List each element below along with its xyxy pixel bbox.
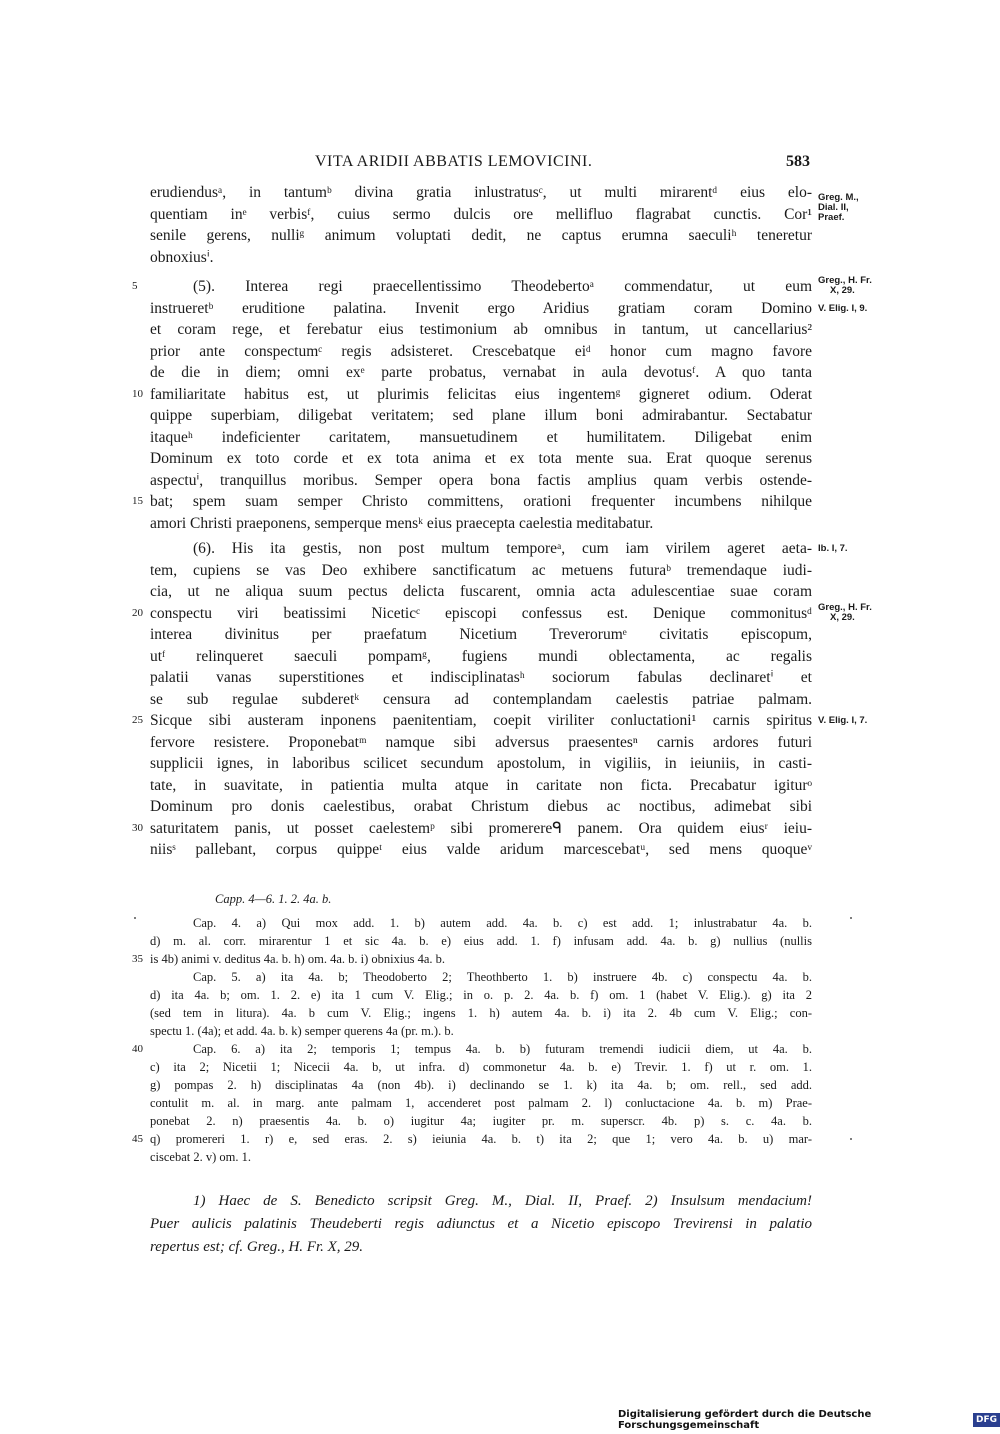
apparatus-line: 40 Cap. 6. a) ita 2; temporis 1; tempus 4a. b. b) futuram tremendi iudicii diem, ut 4a. b. (132, 1042, 812, 1056)
digitization-credit (618, 1409, 1000, 1431)
side-note: V. Elig. I, 7. (818, 715, 868, 726)
text-line: utᶠ relinqueret saeculi pompamᵍ, fugiens mundi oblectamenta, ac regalis (150, 647, 812, 665)
text-line: se sub regulae subderetᵏ censura ad contemplandam caelestis patriae palmam. (150, 690, 812, 708)
text-line: 30 saturitatem panis, ut posset caelestemᵖ sibi promerereᑫ panem. Ora quidem eiusʳ ieiu- (150, 818, 812, 840)
side-note: Greg., H. Fr. (818, 275, 872, 286)
running-title: VITA ARIDII ABBATIS LEMOVICINI. (315, 153, 593, 170)
apparatus-line: spectu 1. (4a); et add. 4a. b. k) semper querens 4a (pr. m.). b. (150, 1024, 454, 1038)
apparatus-line: (sed tem in litura). 4a. b cum V. Elig.; ingens 1. h) autem 4a. b. i) ita 2. 4b cum V. Elig.; con- (150, 1006, 812, 1020)
footnote-line: 1) Haec de S. Benedicto scripsit Greg. M., Dial. II, Praef. 2) Insulsum mendacium! (193, 1193, 812, 1209)
critical-apparatus (132, 890, 812, 1166)
scan-speck (850, 917, 852, 919)
side-note: Greg., H. Fr. (818, 601, 872, 613)
side-note: Greg. M., (818, 192, 859, 203)
apparatus-line: Cap. 4. a) Qui mox add. 1. b) autem add. 4a. b. c) est add. 1; inlustrabatur 4a. b. (193, 916, 812, 930)
text-line: (6). His ita gestis, non post multum temporeᵃ, cum iam virilem ageret aeta- Ib. I, 7. (193, 540, 848, 557)
apparatus-line: Capp. 4—6. 1. 2. 4a. b. (215, 892, 332, 906)
dfg-logo: DFG (973, 1413, 1000, 1427)
text-line: fervore resistere. Proponebatᵐ namque sibi adversus praesentesⁿ carnis ardores futuri (150, 733, 812, 751)
text-line: niisˢ pallebant, corpus quippeᵗ eius valde aridum marcescebatᵘ, sed mens quoqueᵛ (150, 841, 812, 858)
side-note: Dial. II, (818, 202, 849, 213)
running-header (150, 153, 810, 177)
text-line: amori Christi praeponens, semperque mensᵏ eius praecepta caelestia meditabatur. (150, 514, 654, 532)
text-line: palatii vanas superstitiones et indisciplinatasʰ sociorum fabulas declinaretⁱ et (150, 669, 812, 686)
footnote-line: repertus est; cf. Greg., H. Fr. X, 29. (150, 1239, 364, 1255)
text-line: 15 bat; spem suam semper Christo committens, orationi frequenter incumbens nihilque (150, 491, 812, 513)
text-line: interea divinitus per praefatum Nicetium Treverorumᵉ civitatis episcopum, (150, 626, 812, 643)
text-line: prior ante conspectumᶜ regis adsisteret. Crescebatque eiᵈ honor cum magno favore (150, 342, 812, 360)
page-number: 583 (786, 153, 810, 170)
side-note: Praef. (818, 212, 845, 223)
text-line: 25 Sicque sibi austeram inponens paenitentiam, coepit viriliter conluctationi¹ carnis spiritus V. Elig. I, 7. (150, 710, 812, 732)
apparatus-line: g) pompas 2. h) disciplinatas 4a (non 4b). i) declinando se 1. k) ita 4a. b; om. rell., sed add. (150, 1078, 812, 1092)
text-line: senile gerens, nulliᵍ animum voluptati dedit, ne captus erumna saeculiʰ teneretur (150, 227, 812, 244)
text-line: 5 (5). Interea regi praecellentissimo Theodebertoᵃ commendatur, ut eum Greg., H. Fr. X, 29. (132, 275, 872, 296)
text-line: quippe superbiam, diligebat veritatem; sed plane illum boni admirabantur. Sectabatur (150, 407, 812, 424)
text-line: erudiendusᵃ, in tantumᵇ divina gratia inlustratusᶜ, ut multi mirarentᵈ eius elo- Greg. M., Dial. II, Praef. (150, 184, 859, 223)
digitization-text: Digitalisierung gefördert durch die Deutsche Forschungsgemeinschaft (618, 1409, 872, 1431)
line-number: 35 (132, 953, 143, 965)
scan-speck (134, 917, 136, 919)
text-line: tem, cupiens se vas Deo exhibere sanctificatum ac metuens futuraᵇ tremendaque iudi- (150, 561, 812, 579)
line-number: 25 (132, 714, 143, 726)
text-line: 20 conspectu viri beatissimi Niceticᶜ episcopi confessus est. Denique commonitusᵈ Greg., H. Fr. X, 29. (132, 601, 872, 623)
apparatus-line: Cap. 5. a) ita 4a. b; Theodoberto 2; Theothberto 1. b) instruere 4b. c) conspectu 4a. b. (193, 970, 812, 984)
text-line: quentiam inᵉ verbisᶠ, cuius sermo dulcis ore mellifluo flagrabat cunctis. Cor¹ (150, 205, 812, 223)
apparatus-line: c) ita 2; Nicetii 1; Nicecii 4a. b, ut infra. d) commonetur 4a. b. e) Trevir. 1. f) ut r. om. 1. (150, 1060, 812, 1074)
side-note: Ib. I, 7. (818, 543, 848, 554)
main-text (132, 182, 872, 861)
line-number: 10 (132, 387, 143, 400)
apparatus-line: d) m. al. corr. mirarentur 1 et sic 4a. b. e) eius add. 1. f) infusam add. 4a. b. g) nullius (nullis (150, 934, 812, 948)
text-line: obnoxiusⁱ. (150, 248, 214, 266)
apparatus-line: contulit m. al. in marg. ante palmam 1, accenderet post palmam 2. l) conluctacione 4a. b. m) Prae- (150, 1096, 812, 1110)
text-line: aspectuⁱ, tranquillus moribus. Semper opera bona factis amplius quam verbis ostende- (150, 471, 812, 489)
apparatus-line: 35 is 4b) animi v. deditus 4a. b. h) om. 4a. b. i) obnixius 4a. b. (132, 952, 445, 966)
side-note: X, 29. (830, 611, 855, 623)
apparatus-line: ponebat 2. n) praesentis 4a. b. o) iugitur 4a; iugiter pr. m. superscr. 4b. p) s. c. 4a. b. (150, 1114, 812, 1128)
line-number: 15 (132, 495, 143, 507)
text-line: instrueretᵇ eruditione palatina. Invenit ergo Aridius gratiam coram Domino V. Elig. I, 9. (150, 299, 868, 317)
text-line: et coram rege, et ferebatur eius testimonium ab omnibus in tantum, ut cancellarius² (150, 321, 812, 338)
footnote-line: Puer aulicis palatinis Theudeberti regis adiunctus et a Nicetio episcopo Trevirensi in palatio (150, 1216, 812, 1232)
scan-speck (850, 1138, 852, 1140)
text-line: 10 familiaritate habitus est, ut plurimis felicitas eius ingentemᵍ gigneret odium. Oderat (150, 384, 812, 406)
text-line: cia, ut ne aliqua suum pectus delicta fuscarent, omnia acta adulescentiae suae coram (150, 583, 812, 600)
apparatus-line: 45 q) promereri 1. r) e, sed eras. 2. s) ieiunia 4a. b. t) ita 2; que 1; vero 4a. b. u) mar- (132, 1132, 812, 1146)
line-number: 40 (132, 1043, 143, 1055)
footnotes (150, 1190, 812, 1259)
text-line: Dominum pro donis caelestibus, orabat Christum diebus ac noctibus, adimebat sibi (150, 798, 812, 815)
line-number: 5 (132, 280, 138, 292)
text-line: supplicii ignes, in laboribus scilicet secundum apostolum, in vigiliis, in ieiuniis, in casti- (150, 755, 812, 772)
line-number: 30 (132, 821, 143, 834)
side-note: V. Elig. I, 9. (818, 302, 868, 314)
text-line: Dominum ex toto corde et ex tota anima et ex tota mente sua. Erat quoque serenus (150, 450, 812, 467)
text-line: tate, in suavitate, in patientia multa atque in caritate non ficta. Precabatur igiturᵒ (150, 776, 812, 794)
apparatus-line: d) ita 4a. b; om. 1. 2. e) ita 1 cum V. Elig.; in o. p. 2. 4a. b. f) om. 1 (habet V. Elig.). g) ita 2 (150, 988, 812, 1002)
text-line: itaqueʰ indeficienter caritatem, mansuetudinem et humilitatem. Diligebat enim (150, 428, 812, 446)
side-note: X, 29. (830, 285, 855, 296)
apparatus-line: ciscebat 2. v) om. 1. (150, 1150, 252, 1164)
line-number: 45 (132, 1133, 143, 1145)
text-line: de die in diem; omni exᵉ parte probatus, vernabat in aula devotusᶠ. A quo tanta (150, 364, 812, 381)
line-number: 20 (132, 606, 143, 619)
